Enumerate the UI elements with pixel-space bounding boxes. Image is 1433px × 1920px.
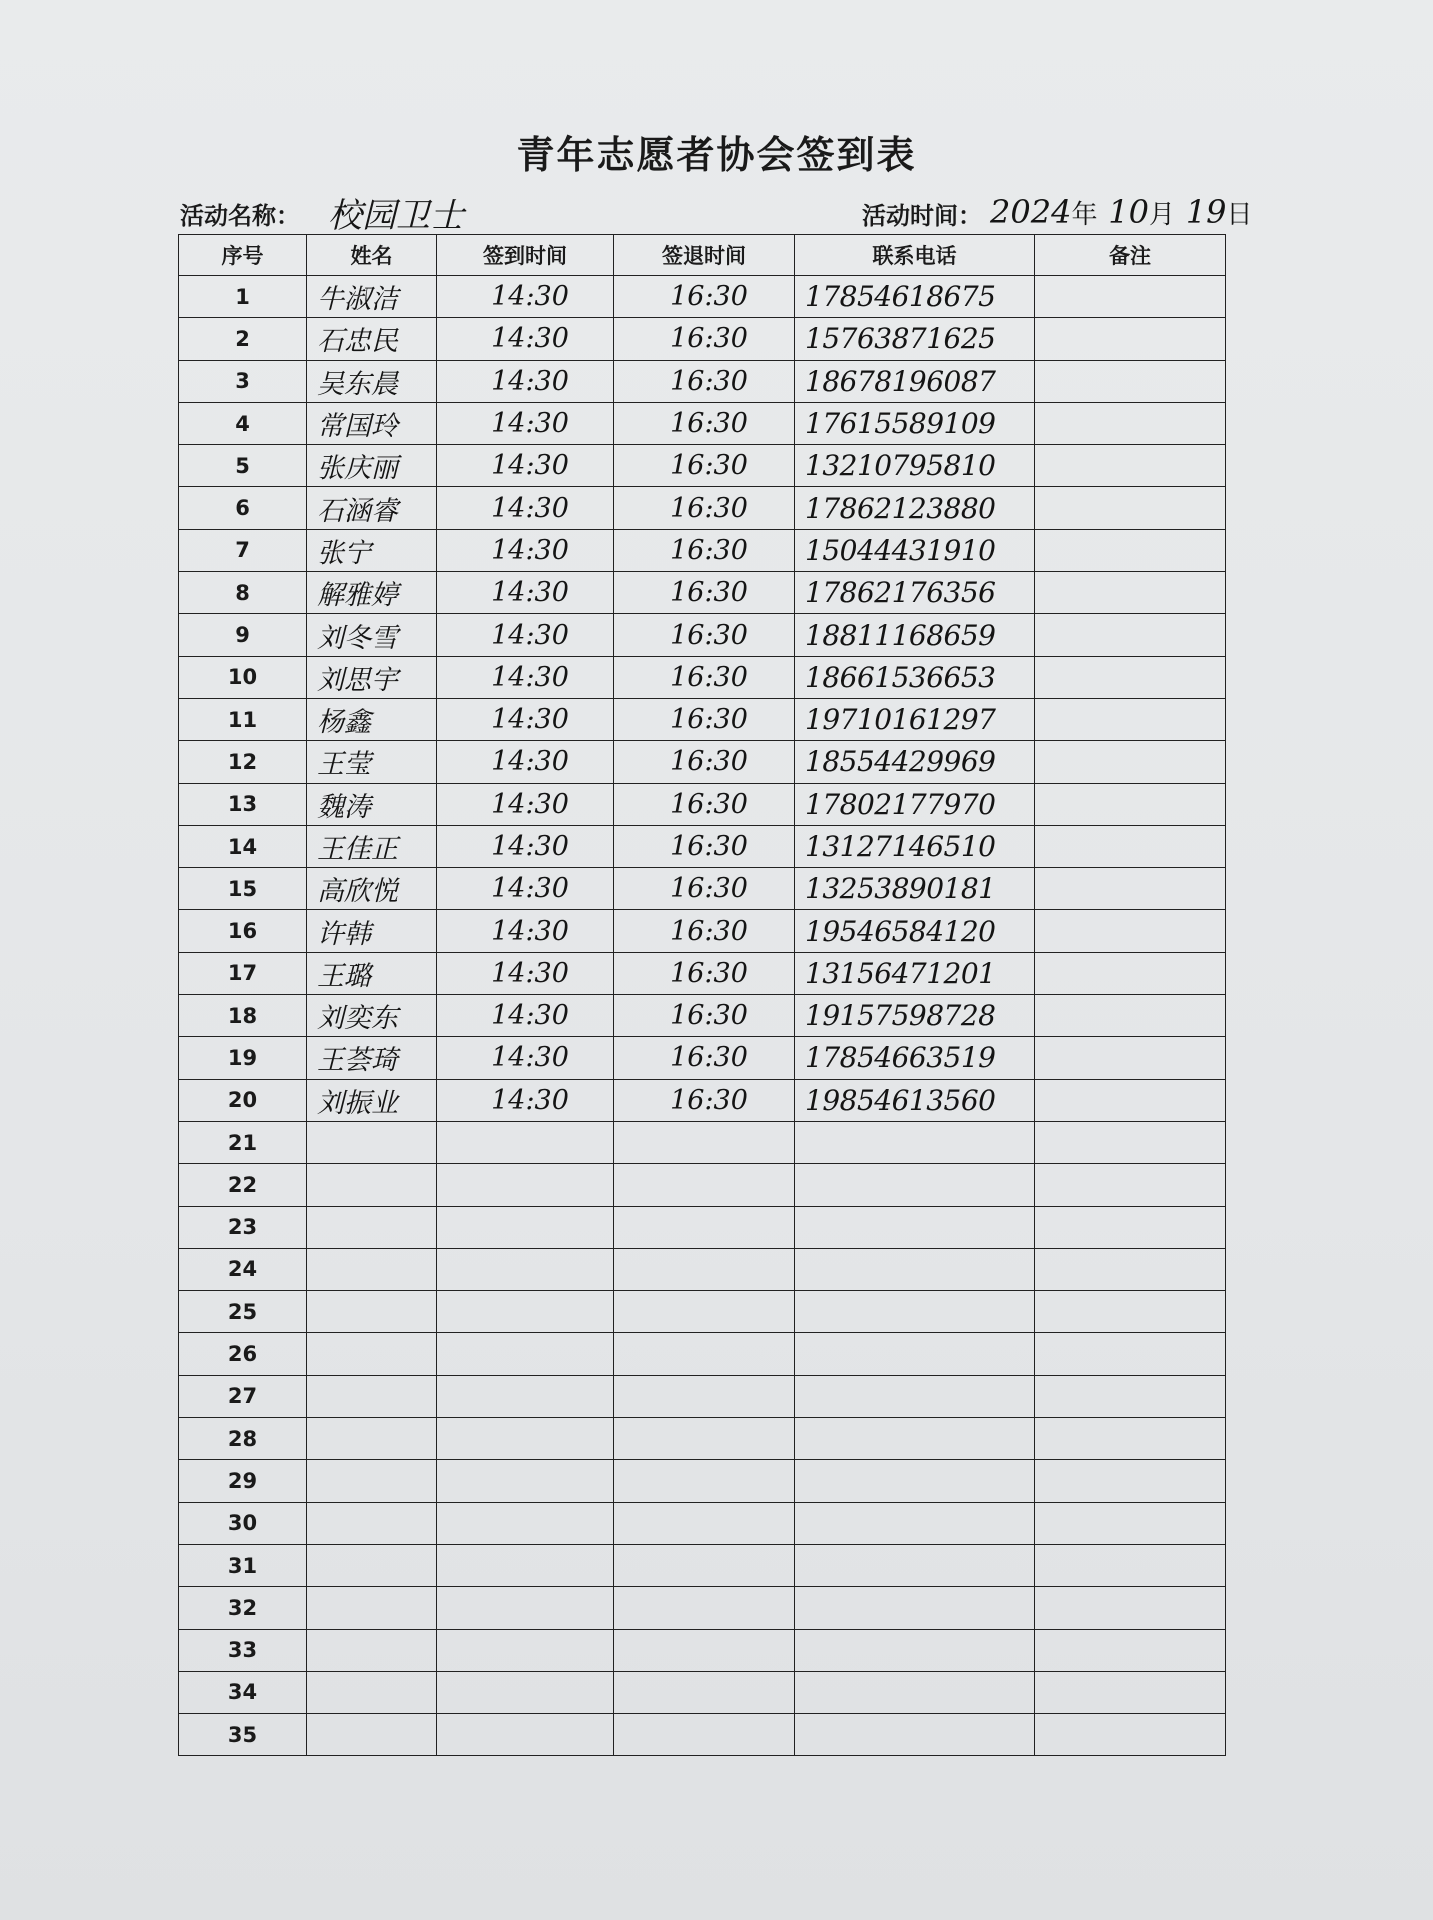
- row-sign-out-time: 16:30: [614, 910, 795, 952]
- row-note: [1035, 1079, 1226, 1121]
- row-number: 21: [179, 1121, 307, 1163]
- row-note: [1035, 1629, 1226, 1671]
- row-sign-in-time: 14:30: [437, 656, 614, 698]
- row-phone: [795, 1333, 1035, 1375]
- row-sign-out-time: 16:30: [614, 572, 795, 614]
- row-sign-out-time: 16:30: [614, 487, 795, 529]
- row-phone: 13156471201: [795, 952, 1035, 994]
- row-name: 王佳正: [307, 825, 437, 867]
- row-sign-out-time: 16:30: [614, 868, 795, 910]
- row-number: 4: [179, 402, 307, 444]
- row-number: 29: [179, 1460, 307, 1502]
- row-note: [1035, 1291, 1226, 1333]
- row-sign-out-time: 16:30: [614, 698, 795, 740]
- row-name: 刘奕东: [307, 995, 437, 1037]
- row-name: 王荟琦: [307, 1037, 437, 1079]
- row-sign-out-time: 16:30: [614, 1079, 795, 1121]
- row-phone: 13210795810: [795, 445, 1035, 487]
- row-note: [1035, 952, 1226, 994]
- row-number: 32: [179, 1587, 307, 1629]
- table-row: [179, 698, 1226, 740]
- row-sign-in-time: 14:30: [437, 402, 614, 444]
- row-sign-in-time: 14:30: [437, 741, 614, 783]
- row-phone: 15044431910: [795, 529, 1035, 571]
- table-row: [179, 1164, 1226, 1206]
- row-phone: [795, 1121, 1035, 1163]
- row-sign-out-time: 16:30: [614, 276, 795, 318]
- row-name: 高欣悦: [307, 868, 437, 910]
- row-name: [307, 1418, 437, 1460]
- row-note: [1035, 445, 1226, 487]
- row-note: [1035, 698, 1226, 740]
- row-phone: [795, 1714, 1035, 1756]
- table-row: [179, 1206, 1226, 1248]
- row-sign-in-time: 14:30: [437, 276, 614, 318]
- row-number: 5: [179, 445, 307, 487]
- row-sign-out-time: [614, 1544, 795, 1586]
- row-name: [307, 1671, 437, 1713]
- table-row: [179, 1460, 1226, 1502]
- row-phone: 13253890181: [795, 868, 1035, 910]
- row-phone: [795, 1544, 1035, 1586]
- row-number: 33: [179, 1629, 307, 1671]
- table-row: [179, 572, 1226, 614]
- row-name: [307, 1544, 437, 1586]
- row-note: [1035, 572, 1226, 614]
- table-row: [179, 825, 1226, 867]
- table-row: [179, 445, 1226, 487]
- row-note: [1035, 1460, 1226, 1502]
- row-name: [307, 1587, 437, 1629]
- row-name: 牛淑洁: [307, 276, 437, 318]
- row-phone: 17802177970: [795, 783, 1035, 825]
- row-number: 14: [179, 825, 307, 867]
- row-phone: 17854663519: [795, 1037, 1035, 1079]
- row-phone: [795, 1206, 1035, 1248]
- table-row: [179, 614, 1226, 656]
- row-sign-in-time: 14:30: [437, 572, 614, 614]
- row-number: 18: [179, 995, 307, 1037]
- row-number: 31: [179, 1544, 307, 1586]
- row-name: [307, 1375, 437, 1417]
- row-name: 杨鑫: [307, 698, 437, 740]
- row-note: [1035, 402, 1226, 444]
- row-sign-out-time: 16:30: [614, 1037, 795, 1079]
- row-phone: [795, 1502, 1035, 1544]
- row-sign-in-time: 14:30: [437, 529, 614, 571]
- table-row: [179, 1714, 1226, 1756]
- row-sign-in-time: [437, 1629, 614, 1671]
- row-name: 解雅婷: [307, 572, 437, 614]
- activity-name-value: 校园卫士: [328, 196, 464, 236]
- row-note: [1035, 1121, 1226, 1163]
- date-month-unit: 月: [1148, 200, 1175, 230]
- row-sign-in-time: 14:30: [437, 868, 614, 910]
- header-sign-out-time: 签退时间: [614, 235, 795, 276]
- row-number: 10: [179, 656, 307, 698]
- table-row: [179, 276, 1226, 318]
- row-sign-out-time: [614, 1248, 795, 1290]
- row-note: [1035, 1714, 1226, 1756]
- row-number: 30: [179, 1502, 307, 1544]
- row-phone: 19157598728: [795, 995, 1035, 1037]
- row-number: 11: [179, 698, 307, 740]
- row-phone: [795, 1418, 1035, 1460]
- row-note: [1035, 360, 1226, 402]
- row-phone: [795, 1671, 1035, 1713]
- row-sign-out-time: 16:30: [614, 445, 795, 487]
- activity-time-label: 活动时间：: [862, 202, 982, 230]
- row-note: [1035, 1248, 1226, 1290]
- row-number: 3: [179, 360, 307, 402]
- row-name: 张宁: [307, 529, 437, 571]
- row-number: 26: [179, 1333, 307, 1375]
- row-note: [1035, 868, 1226, 910]
- row-phone: 17862123880: [795, 487, 1035, 529]
- row-name: 刘振业: [307, 1079, 437, 1121]
- row-note: [1035, 529, 1226, 571]
- row-sign-in-time: [437, 1418, 614, 1460]
- table-row: [179, 1291, 1226, 1333]
- table-row: [179, 1587, 1226, 1629]
- table-row: [179, 402, 1226, 444]
- row-sign-out-time: [614, 1418, 795, 1460]
- row-name: 常国玲: [307, 402, 437, 444]
- date-day: 19: [1185, 193, 1227, 231]
- row-sign-in-time: 14:30: [437, 1037, 614, 1079]
- table-row: [179, 783, 1226, 825]
- row-note: [1035, 910, 1226, 952]
- row-sign-in-time: [437, 1671, 614, 1713]
- row-name: 吴东晨: [307, 360, 437, 402]
- row-sign-in-time: 14:30: [437, 825, 614, 867]
- row-name: [307, 1502, 437, 1544]
- row-sign-out-time: [614, 1121, 795, 1163]
- row-sign-out-time: [614, 1291, 795, 1333]
- row-name: [307, 1164, 437, 1206]
- row-sign-out-time: [614, 1333, 795, 1375]
- row-name: [307, 1714, 437, 1756]
- row-number: 20: [179, 1079, 307, 1121]
- row-sign-in-time: [437, 1333, 614, 1375]
- row-phone: 17615589109: [795, 402, 1035, 444]
- header-name: 姓名: [307, 235, 437, 276]
- row-sign-out-time: [614, 1502, 795, 1544]
- table-row: [179, 1502, 1226, 1544]
- row-sign-out-time: [614, 1587, 795, 1629]
- row-sign-in-time: 14:30: [437, 487, 614, 529]
- row-name: 刘冬雪: [307, 614, 437, 656]
- row-note: [1035, 1587, 1226, 1629]
- row-sign-in-time: [437, 1587, 614, 1629]
- row-name: [307, 1248, 437, 1290]
- row-sign-out-time: [614, 1629, 795, 1671]
- row-name: 魏涛: [307, 783, 437, 825]
- row-sign-out-time: 16:30: [614, 402, 795, 444]
- table-row: [179, 995, 1226, 1037]
- row-number: 1: [179, 276, 307, 318]
- row-number: 7: [179, 529, 307, 571]
- row-name: [307, 1460, 437, 1502]
- row-number: 2: [179, 318, 307, 360]
- table-header-row: [179, 235, 1226, 276]
- row-number: 35: [179, 1714, 307, 1756]
- row-phone: [795, 1629, 1035, 1671]
- row-name: 王莹: [307, 741, 437, 783]
- table-row: [179, 1544, 1226, 1586]
- row-sign-out-time: 16:30: [614, 995, 795, 1037]
- row-sign-out-time: 16:30: [614, 360, 795, 402]
- row-number: 16: [179, 910, 307, 952]
- row-sign-out-time: 16:30: [614, 318, 795, 360]
- row-phone: 18811168659: [795, 614, 1035, 656]
- row-name: [307, 1291, 437, 1333]
- row-note: [1035, 995, 1226, 1037]
- row-sign-out-time: 16:30: [614, 614, 795, 656]
- row-name: [307, 1333, 437, 1375]
- row-number: 28: [179, 1418, 307, 1460]
- row-note: [1035, 825, 1226, 867]
- date-year: 2024: [990, 193, 1072, 231]
- row-sign-in-time: [437, 1164, 614, 1206]
- date-day-unit: 日: [1226, 200, 1253, 230]
- row-sign-in-time: 14:30: [437, 360, 614, 402]
- row-phone: [795, 1291, 1035, 1333]
- table-row: [179, 910, 1226, 952]
- row-sign-out-time: 16:30: [614, 783, 795, 825]
- row-sign-in-time: 14:30: [437, 318, 614, 360]
- row-number: 34: [179, 1671, 307, 1713]
- row-number: 6: [179, 487, 307, 529]
- row-number: 17: [179, 952, 307, 994]
- row-note: [1035, 487, 1226, 529]
- row-phone: [795, 1164, 1035, 1206]
- row-number: 27: [179, 1375, 307, 1417]
- row-note: [1035, 1206, 1226, 1248]
- row-note: [1035, 656, 1226, 698]
- row-phone: 18554429969: [795, 741, 1035, 783]
- row-note: [1035, 276, 1226, 318]
- table-row: [179, 952, 1226, 994]
- row-phone: 17854618675: [795, 276, 1035, 318]
- row-note: [1035, 318, 1226, 360]
- row-sign-out-time: [614, 1375, 795, 1417]
- row-name: 石忠民: [307, 318, 437, 360]
- row-sign-in-time: [437, 1206, 614, 1248]
- table-row: [179, 1121, 1226, 1163]
- row-sign-in-time: 14:30: [437, 995, 614, 1037]
- page-title: 青年志愿者协会签到表: [516, 133, 917, 177]
- row-note: [1035, 1502, 1226, 1544]
- row-sign-out-time: 16:30: [614, 741, 795, 783]
- row-number: 12: [179, 741, 307, 783]
- row-sign-in-time: [437, 1544, 614, 1586]
- row-sign-out-time: 16:30: [614, 825, 795, 867]
- row-sign-out-time: [614, 1460, 795, 1502]
- table-row: [179, 741, 1226, 783]
- row-phone: [795, 1248, 1035, 1290]
- row-note: [1035, 614, 1226, 656]
- row-phone: 17862176356: [795, 572, 1035, 614]
- row-number: 22: [179, 1164, 307, 1206]
- row-note: [1035, 1544, 1226, 1586]
- row-note: [1035, 741, 1226, 783]
- row-name: 许韩: [307, 910, 437, 952]
- row-phone: 19546584120: [795, 910, 1035, 952]
- row-name: 王璐: [307, 952, 437, 994]
- row-sign-in-time: 14:30: [437, 1079, 614, 1121]
- row-sign-in-time: [437, 1375, 614, 1417]
- row-note: [1035, 783, 1226, 825]
- row-number: 15: [179, 868, 307, 910]
- row-sign-out-time: [614, 1164, 795, 1206]
- row-number: 24: [179, 1248, 307, 1290]
- row-sign-in-time: [437, 1291, 614, 1333]
- date-month: 10: [1108, 193, 1149, 231]
- header-phone: 联系电话: [795, 235, 1035, 276]
- row-sign-in-time: [437, 1121, 614, 1163]
- row-phone: 18661536653: [795, 656, 1035, 698]
- row-phone: 15763871625: [795, 318, 1035, 360]
- table-row: [179, 529, 1226, 571]
- row-sign-out-time: 16:30: [614, 952, 795, 994]
- table-row: [179, 868, 1226, 910]
- row-sign-in-time: 14:30: [437, 445, 614, 487]
- row-note: [1035, 1375, 1226, 1417]
- table-row: [179, 1418, 1226, 1460]
- row-name: 张庆丽: [307, 445, 437, 487]
- table-row: [179, 1037, 1226, 1079]
- row-number: 13: [179, 783, 307, 825]
- table-row: [179, 1248, 1226, 1290]
- row-sign-in-time: 14:30: [437, 783, 614, 825]
- row-name: [307, 1121, 437, 1163]
- row-sign-in-time: [437, 1460, 614, 1502]
- activity-date: [990, 192, 1253, 232]
- table-row: [179, 656, 1226, 698]
- row-number: 23: [179, 1206, 307, 1248]
- table-row: [179, 1671, 1226, 1713]
- row-sign-in-time: [437, 1248, 614, 1290]
- row-number: 25: [179, 1291, 307, 1333]
- table-row: [179, 360, 1226, 402]
- row-sign-out-time: 16:30: [614, 656, 795, 698]
- row-note: [1035, 1164, 1226, 1206]
- row-sign-in-time: 14:30: [437, 698, 614, 740]
- header-no: 序号: [179, 235, 307, 276]
- row-phone: 18678196087: [795, 360, 1035, 402]
- table-row: [179, 1333, 1226, 1375]
- header-note: 备注: [1035, 235, 1226, 276]
- row-number: 19: [179, 1037, 307, 1079]
- sign-in-table: [178, 234, 1226, 1756]
- row-number: 8: [179, 572, 307, 614]
- row-sign-in-time: 14:30: [437, 614, 614, 656]
- row-note: [1035, 1037, 1226, 1079]
- row-number: 9: [179, 614, 307, 656]
- row-phone: [795, 1375, 1035, 1417]
- row-sign-out-time: 16:30: [614, 529, 795, 571]
- row-sign-out-time: [614, 1714, 795, 1756]
- table-row: [179, 487, 1226, 529]
- row-name: [307, 1629, 437, 1671]
- table-row: [179, 1375, 1226, 1417]
- row-name: 石涵睿: [307, 487, 437, 529]
- row-sign-in-time: [437, 1502, 614, 1544]
- activity-name-label: 活动名称：: [180, 202, 300, 230]
- row-note: [1035, 1418, 1226, 1460]
- table-row: [179, 1629, 1226, 1671]
- row-sign-out-time: [614, 1671, 795, 1713]
- row-sign-in-time: 14:30: [437, 910, 614, 952]
- row-name: [307, 1206, 437, 1248]
- row-phone: 19710161297: [795, 698, 1035, 740]
- row-note: [1035, 1671, 1226, 1713]
- row-note: [1035, 1333, 1226, 1375]
- header-sign-in-time: 签到时间: [437, 235, 614, 276]
- row-phone: [795, 1587, 1035, 1629]
- row-phone: [795, 1460, 1035, 1502]
- table-row: [179, 318, 1226, 360]
- row-sign-in-time: 14:30: [437, 952, 614, 994]
- table-row: [179, 1079, 1226, 1121]
- row-phone: 19854613560: [795, 1079, 1035, 1121]
- row-sign-in-time: [437, 1714, 614, 1756]
- row-sign-out-time: [614, 1206, 795, 1248]
- row-phone: 13127146510: [795, 825, 1035, 867]
- date-year-unit: 年: [1071, 200, 1098, 230]
- row-name: 刘思宇: [307, 656, 437, 698]
